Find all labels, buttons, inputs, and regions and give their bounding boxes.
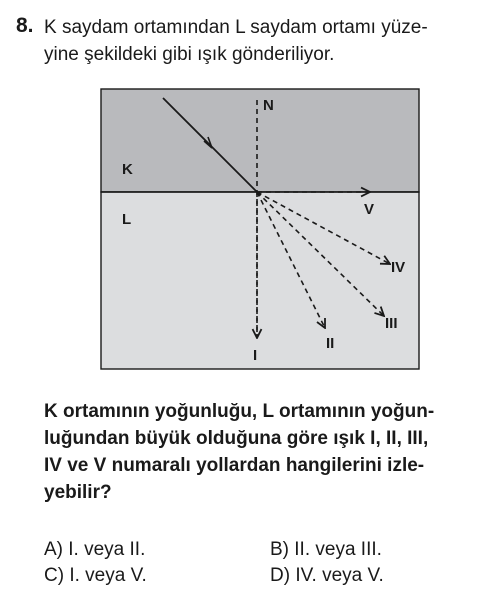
label-k: K <box>122 161 133 178</box>
prompt-line: luğundan büyük olduğuna göre ışık I, II, III, <box>44 428 429 449</box>
prompt-line: yebilir? <box>44 482 112 503</box>
question-prompt <box>44 398 484 506</box>
option-letter: C) <box>44 565 65 586</box>
label-l: L <box>122 211 132 228</box>
option-b[interactable] <box>270 538 382 562</box>
option-c[interactable] <box>44 564 147 588</box>
label-ray-v: V <box>364 201 375 218</box>
refraction-diagram <box>100 88 420 370</box>
option-letter: D) <box>270 565 291 586</box>
option-letter: A) <box>44 539 63 560</box>
prompt-line: K ortamının yoğunluğu, L ortamının yoğun- <box>44 401 435 422</box>
option-text: IV. veya V. <box>295 565 384 586</box>
stem-line: yine şekildeki gibi ışık gönderiliyor. <box>44 44 335 65</box>
option-letter: B) <box>270 539 289 560</box>
label-ray-iii: III <box>385 315 398 332</box>
label-ray-iv: IV <box>391 259 406 276</box>
question-stem <box>44 14 484 68</box>
option-a[interactable] <box>44 538 145 562</box>
medium-k-region <box>101 89 419 192</box>
option-d[interactable] <box>270 564 384 588</box>
option-text: I. veya II. <box>68 539 146 560</box>
label-ray-ii: II <box>326 335 335 352</box>
label-ray-i: I <box>253 347 258 364</box>
prompt-line: IV ve V numaralı yollardan hangilerini izle- <box>44 455 425 476</box>
label-n: N <box>263 97 274 114</box>
medium-l-region <box>101 192 419 369</box>
option-text: II. veya III. <box>294 539 382 560</box>
option-text: I. veya V. <box>69 565 147 586</box>
stem-line: K saydam ortamından L saydam ortamı yüze- <box>44 17 428 38</box>
refraction-figure <box>100 88 420 370</box>
question-number: 8. <box>16 14 34 37</box>
